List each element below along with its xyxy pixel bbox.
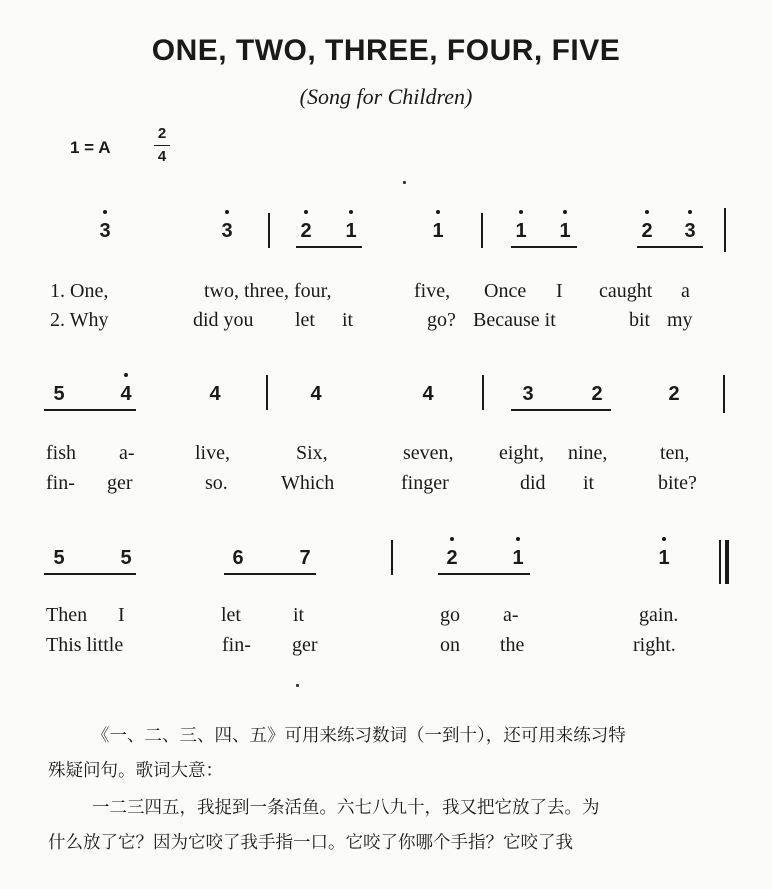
lyric: let xyxy=(221,604,241,626)
note: 5 xyxy=(53,547,65,569)
note: 4 xyxy=(422,383,434,405)
eighth-underline xyxy=(511,246,577,248)
eighth-underline xyxy=(44,573,136,575)
note: 5 xyxy=(120,547,132,569)
lyric: on xyxy=(440,634,460,656)
time-signature xyxy=(152,124,172,167)
lyric: ger xyxy=(292,634,318,656)
high-octave-dot xyxy=(349,210,353,214)
eighth-underline xyxy=(637,246,703,248)
note: 2 xyxy=(641,220,653,242)
lyric: it xyxy=(293,604,305,626)
lyric: ger xyxy=(107,472,133,494)
lyric: so. xyxy=(205,472,228,494)
lyric: I xyxy=(556,280,563,302)
note: 3 xyxy=(522,383,534,405)
time-signature-line xyxy=(154,145,170,146)
lyric: caught xyxy=(599,280,653,302)
lyric: let xyxy=(295,309,315,331)
note: 2 xyxy=(591,383,603,405)
lyric: 2. Why xyxy=(50,309,109,331)
lyric: Because it xyxy=(473,309,556,331)
lyric: live, xyxy=(195,442,230,464)
lyric: nine, xyxy=(568,442,608,464)
lyric: fin- xyxy=(46,472,75,494)
note: 2 xyxy=(446,547,458,569)
notes-paragraph-1-cont: 殊疑问句。歌词大意： xyxy=(48,761,223,781)
note: 4 xyxy=(120,383,132,405)
eighth-underline xyxy=(438,573,530,575)
note: 3 xyxy=(99,220,111,242)
high-octave-dot xyxy=(563,210,567,214)
time-signature-top: 2 xyxy=(157,125,167,142)
eighth-underline xyxy=(296,246,362,248)
lyric: bite? xyxy=(658,472,697,494)
lyric: seven, xyxy=(403,442,454,464)
time-signature-bottom: 4 xyxy=(157,148,167,165)
bar-line xyxy=(481,213,483,248)
note: 2 xyxy=(300,220,312,242)
print-speck xyxy=(403,181,406,184)
note: 4 xyxy=(209,383,221,405)
note: 1 xyxy=(658,547,670,569)
lyric: eight, xyxy=(499,442,544,464)
lyric: I xyxy=(118,604,125,626)
lyric: go xyxy=(440,604,460,626)
note: 1 xyxy=(432,220,444,242)
notes-paragraph-1: 《一、二、三、四、五》可用来练习数词（一到十），还可用来练习特 xyxy=(92,726,626,746)
note: 1 xyxy=(345,220,357,242)
notes-paragraph-2-cont: 什么放了它？因为它咬了我手指一口。它咬了你哪个手指？它咬了我 xyxy=(48,833,573,853)
lyric: the xyxy=(500,634,525,656)
lyric: it xyxy=(583,472,595,494)
print-speck xyxy=(296,684,299,687)
bar-line xyxy=(723,375,725,413)
lyric: Six, xyxy=(296,442,328,464)
lyric: gain. xyxy=(639,604,679,626)
high-octave-dot xyxy=(124,373,128,377)
lyric: ten, xyxy=(660,442,690,464)
lyric: This little xyxy=(46,634,124,656)
bar-line xyxy=(266,375,268,410)
lyric: my xyxy=(667,309,693,331)
high-octave-dot xyxy=(688,210,692,214)
lyric: a- xyxy=(503,604,519,626)
note: 3 xyxy=(221,220,233,242)
high-octave-dot xyxy=(519,210,523,214)
high-octave-dot xyxy=(304,210,308,214)
bar-line xyxy=(391,540,393,575)
note: 7 xyxy=(299,547,311,569)
high-octave-dot xyxy=(645,210,649,214)
lyric: Which xyxy=(281,472,335,494)
song-title: ONE, TWO, THREE, FOUR, FIVE xyxy=(151,34,621,67)
high-octave-dot xyxy=(662,537,666,541)
high-octave-dot xyxy=(103,210,107,214)
bar-line xyxy=(482,375,484,410)
lyric: right. xyxy=(633,634,676,656)
note: 2 xyxy=(668,383,680,405)
lyric: go? xyxy=(427,309,456,331)
note: 4 xyxy=(310,383,322,405)
note: 6 xyxy=(232,547,244,569)
lyric: fin- xyxy=(222,634,251,656)
high-octave-dot xyxy=(436,210,440,214)
key-signature: 1 = A xyxy=(70,138,111,157)
song-subtitle: (Song for Children) xyxy=(299,84,473,109)
note: 5 xyxy=(53,383,65,405)
lyric: did you xyxy=(193,309,254,331)
eighth-underline xyxy=(511,409,611,411)
note: 1 xyxy=(559,220,571,242)
lyric: bit xyxy=(629,309,651,331)
lyric: five, xyxy=(414,280,451,302)
eighth-underline xyxy=(44,409,136,411)
final-bar-thick xyxy=(725,540,729,584)
bar-line xyxy=(724,208,726,252)
notes-paragraph-2: 一二三四五，我捉到一条活鱼。六七八九十，我又把它放了去。为 xyxy=(92,798,600,818)
lyric: fish xyxy=(46,442,76,464)
final-bar-thin xyxy=(719,540,721,584)
lyric: did xyxy=(520,472,546,494)
note: 3 xyxy=(684,220,696,242)
high-octave-dot xyxy=(450,537,454,541)
bar-line xyxy=(268,213,270,248)
lyric: a- xyxy=(119,442,135,464)
lyric: two, three, four, xyxy=(204,280,332,302)
lyric: a xyxy=(681,280,690,302)
lyric: 1. One, xyxy=(50,280,109,302)
high-octave-dot xyxy=(225,210,229,214)
lyric: Then xyxy=(46,604,88,626)
lyric: finger xyxy=(401,472,449,494)
lyric: it xyxy=(342,309,354,331)
lyric: Once xyxy=(484,280,527,302)
note: 1 xyxy=(512,547,524,569)
note: 1 xyxy=(515,220,527,242)
eighth-underline xyxy=(224,573,316,575)
high-octave-dot xyxy=(516,537,520,541)
